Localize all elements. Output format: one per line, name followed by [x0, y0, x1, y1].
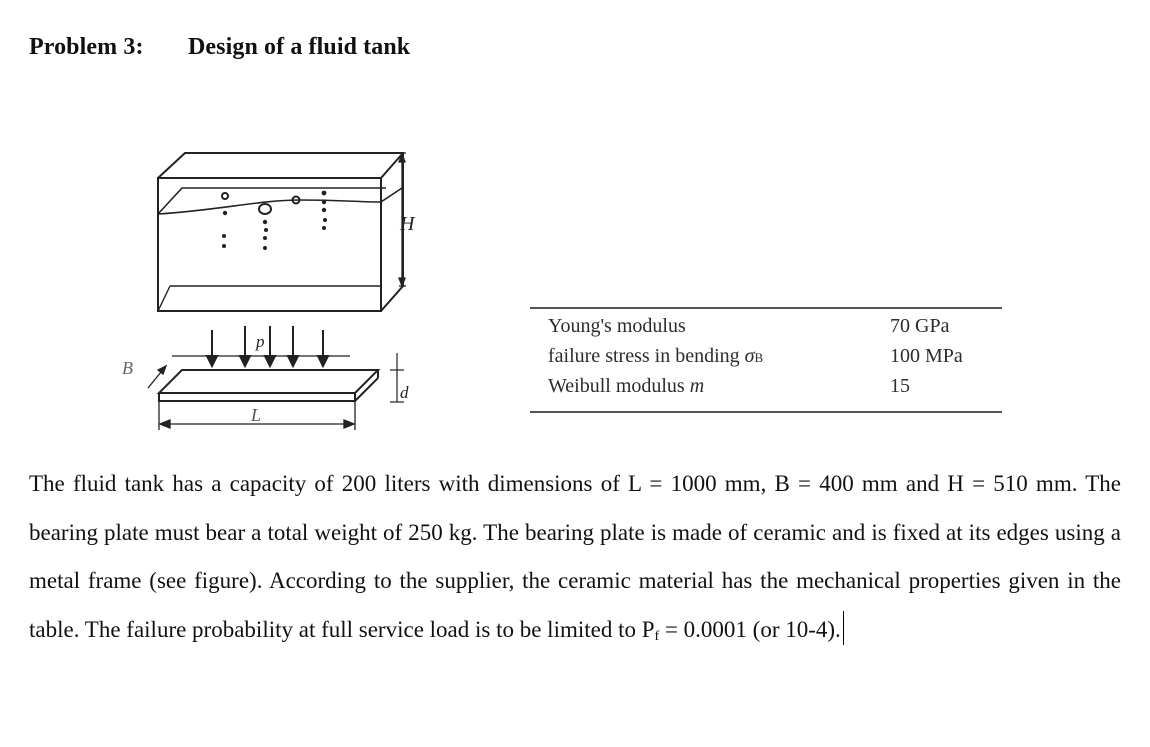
height-label: H	[400, 213, 415, 235]
properties-table	[530, 307, 1002, 413]
text-cursor	[843, 611, 844, 645]
table-row	[548, 345, 994, 375]
bearing-plate	[159, 370, 378, 401]
failure-subscript: f	[654, 628, 660, 644]
table-top-rule	[530, 307, 1002, 309]
table-row	[548, 375, 994, 405]
property-value: 15	[890, 375, 910, 397]
problem-paragraph-end: = 0.0001 (or 10-4).	[659, 616, 841, 642]
tank-diagram	[110, 140, 420, 440]
problem-paragraph: The fluid tank has a capacity of 200 liters with dimensions of L = 1000 mm, B = 400 mm and H = 510 mm. The bearing plate must bear a total weight of 250 kg. The bearing plate is made of ceramic and is fixed at its edges using a metal frame (see figure). According to the supplier, the ceramic material has the mechanical properties given in the table. The failure probability at full service load is to be limited to P	[29, 471, 1121, 642]
tank-back-edges	[158, 153, 403, 311]
problem-number: Problem 3:	[29, 34, 144, 60]
thickness-label: d	[400, 383, 409, 402]
problem-title	[29, 34, 410, 61]
property-value: 100 MPa	[890, 345, 963, 367]
pressure-label: p	[256, 332, 265, 351]
length-label: L	[251, 405, 262, 425]
problem-text[interactable]	[29, 460, 1121, 661]
tank-figure	[110, 140, 420, 445]
width-label: B	[122, 358, 133, 378]
property-name: Weibull modulus m	[548, 375, 705, 397]
property-value: 70 GPa	[890, 315, 950, 337]
problem-heading: Design of a fluid tank	[188, 34, 411, 60]
table-row	[548, 315, 994, 345]
table-bottom-rule	[530, 411, 1002, 413]
tank-front-face	[158, 178, 381, 311]
property-name: Young's modulus	[548, 315, 686, 337]
property-name: failure stress in bending σB	[548, 345, 764, 367]
